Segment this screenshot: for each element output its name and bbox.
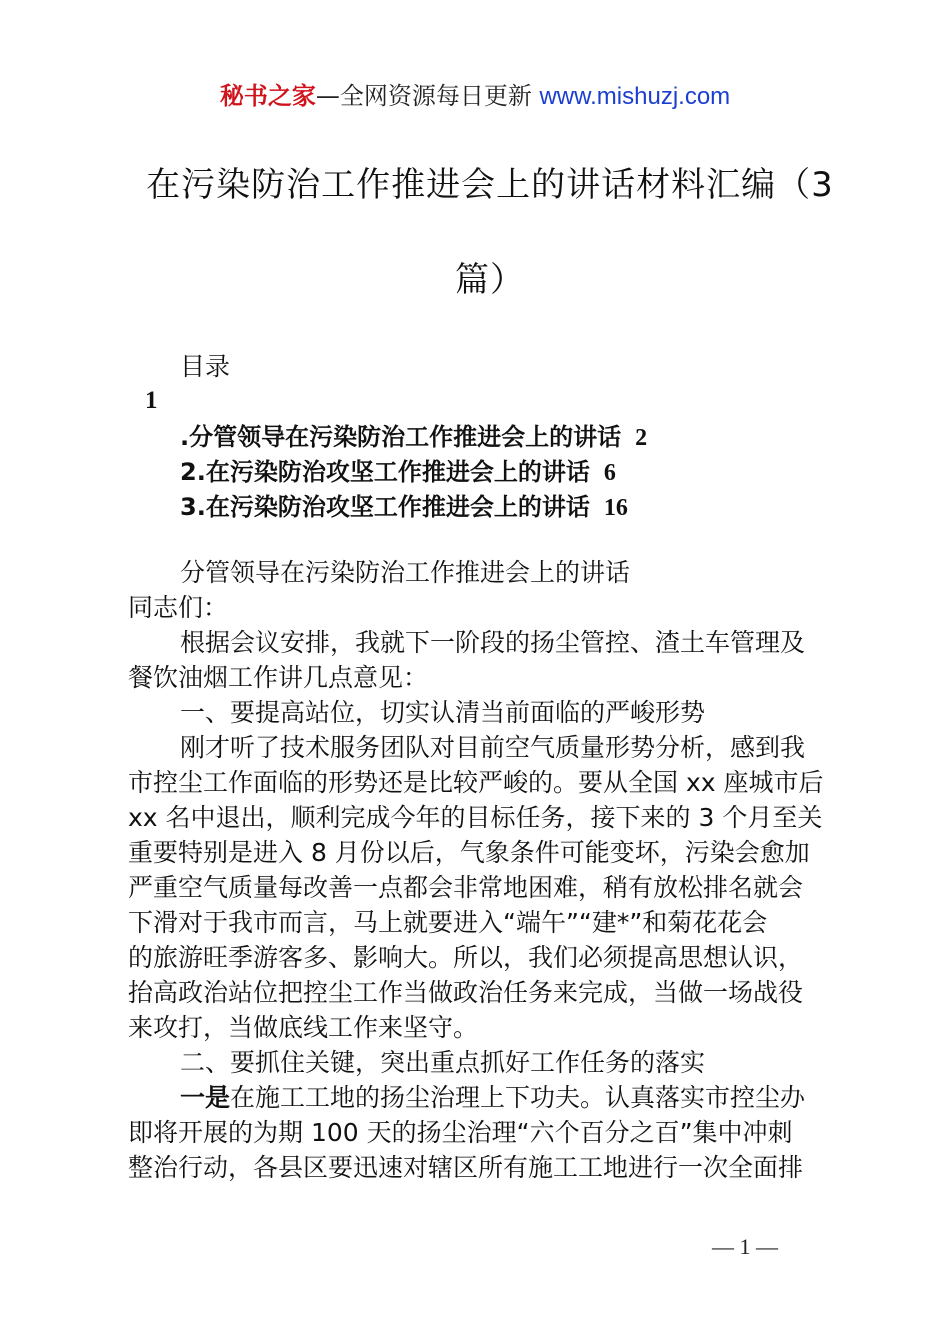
site-banner — [0, 80, 950, 113]
document-title-line1: 在污染防治工作推进会上的讲话材料汇编（3 — [146, 165, 834, 205]
toc-item[interactable] — [180, 490, 628, 525]
toc-item-page: 16 — [603, 495, 628, 521]
article-salutation: 同志们： — [128, 593, 229, 622]
paragraph-line: 下滑对于我市而言，马上就要进入“端午”“建*”和菊花花会 — [128, 908, 768, 937]
toc-item-label: .分管领导在污染防治工作推进会上的讲话 — [180, 423, 622, 451]
paragraph-line: 抬高政治站位把控尘工作当做政治任务来完成，当做一场战役 — [128, 978, 804, 1007]
toc-item-label: 2.在污染防治攻坚工作推进会上的讲话 — [180, 458, 590, 486]
banner-slogan: —全网资源每日更新 — [315, 82, 532, 110]
toc-item-page: 2 — [635, 425, 648, 451]
document-title-line2: 篇） — [455, 260, 525, 300]
toc-item[interactable] — [180, 455, 616, 490]
paragraph-text: 在施工工地的扬尘治理上下功夫。认真落实市控尘办 — [230, 1083, 806, 1112]
paragraph-line: 整治行动，各县区要迅速对辖区所有施工工地进行一次全面排 — [128, 1153, 804, 1182]
toc-item-label: 3.在污染防治攻坚工作推进会上的讲话 — [180, 493, 590, 521]
article-heading: 分管领导在污染防治工作推进会上的讲话 — [180, 558, 631, 587]
paragraph-line: 严重空气质量每改善一点都会非常地困难，稍有放松排名就会 — [128, 873, 804, 902]
paragraph-line: 即将开展的为期 100 天的扬尘治理“六个百分之百”集中冲刺 — [128, 1118, 793, 1147]
paragraph-line: 重要特别是进入 8 月份以后，气象条件可能变坏，污染会愈加 — [128, 838, 810, 867]
paragraph-line: 的旅游旺季游客多、影响大。所以，我们必须提高思想认识， — [128, 943, 804, 972]
paragraph-line: 餐饮油烟工作讲几点意见： — [128, 663, 429, 692]
toc-heading: 目录 — [180, 352, 231, 381]
paragraph-line: 市控尘工作面临的形势还是比较严峻的。要从全国 xx 座城市后 — [128, 768, 824, 797]
toc-first-number: 1 — [145, 387, 158, 414]
banner-url-link[interactable]: www.mishuzj.com — [539, 83, 731, 110]
section-heading-2: 二、要抓住关键，突出重点抓好工作任务的落实 — [180, 1048, 706, 1077]
paragraph-line: 根据会议安排，我就下一阶段的扬尘管控、渣土车管理及 — [180, 628, 806, 657]
paragraph-line — [180, 1081, 805, 1115]
paragraph-line: xx 名中退出，顺利完成今年的目标任务，接下来的 3 个月至关 — [128, 803, 823, 832]
section-heading-1: 一、要提高站位，切实认清当前面临的严峻形势 — [180, 698, 706, 727]
banner-brand: 秘书之家 — [219, 82, 316, 110]
page-number: — 1 — — [712, 1234, 778, 1259]
paragraph-line: 刚才听了技术服务团队对目前空气质量形势分析，感到我 — [180, 733, 806, 762]
toc-item[interactable] — [180, 420, 647, 455]
emphasis-text: 一是 — [180, 1083, 231, 1112]
toc-item-page: 6 — [603, 460, 616, 486]
paragraph-line: 来攻打，当做底线工作来坚守。 — [128, 1013, 479, 1042]
